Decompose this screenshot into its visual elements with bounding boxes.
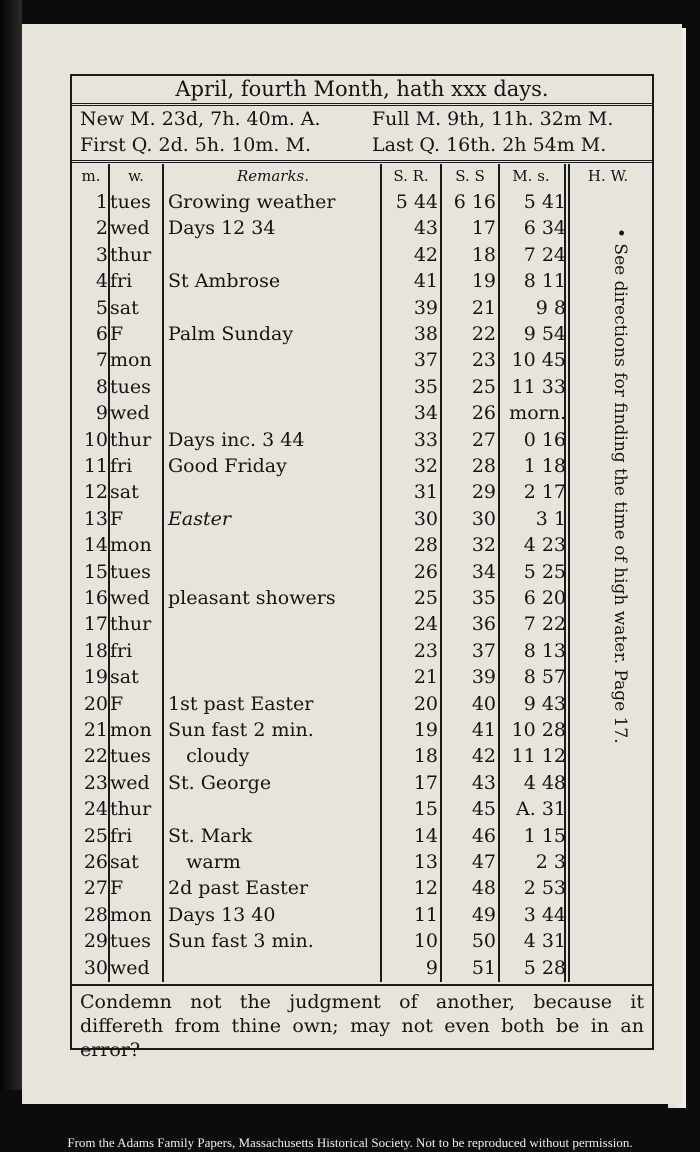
day-cell: 8 [95, 375, 108, 398]
sun-rises-cell: 34 [413, 402, 438, 425]
sun-sets-cell: 42 [471, 745, 496, 768]
weekday-cell: wed [110, 402, 150, 425]
weekday-cell: thur [110, 798, 152, 821]
weekday-cell: sat [110, 296, 139, 319]
weekday-cell: wed [110, 771, 150, 794]
header-day: m. [81, 167, 101, 185]
sun-sets-cell: 51 [471, 956, 496, 979]
table-row [72, 427, 652, 453]
table-row [72, 374, 652, 400]
remarks-cell: warm [168, 851, 241, 873]
moon-cell: 2 3 [535, 851, 566, 873]
sun-rises-cell: 41 [413, 270, 438, 293]
table-row [72, 796, 652, 822]
sun-rises-cell: 24 [413, 613, 438, 636]
sun-rises-cell: 31 [413, 481, 438, 504]
book-binding [0, 0, 22, 1090]
almanac-page [22, 24, 682, 1104]
sun-sets-cell: 28 [471, 455, 496, 477]
first-quarter: First Q. 2d. 5h. 10m. M. [80, 134, 311, 156]
high-water-note-text: • See directions for finding the time of high water. Page 17. [610, 228, 630, 744]
weekday-cell: fri [110, 639, 133, 662]
remarks-cell: St Ambrose [168, 270, 281, 293]
sun-sets-cell: 46 [471, 824, 496, 847]
phase-row-2 [80, 132, 644, 158]
moon-cell: 1 15 [523, 824, 566, 847]
moon-cell: 10 28 [511, 719, 566, 741]
weekday-cell: F [110, 323, 124, 345]
moon-cell: 4 48 [523, 771, 566, 794]
sun-rises-cell: 20 [413, 692, 438, 715]
sun-rises-cell: 39 [413, 296, 438, 319]
moon-cell: 10 45 [511, 349, 566, 372]
header-high-water: H. W. [587, 167, 629, 185]
day-cell: 5 [95, 296, 108, 319]
sun-sets-cell: 37 [471, 639, 496, 662]
day-cell: 9 [95, 402, 108, 425]
table-row [72, 955, 652, 981]
sun-sets-cell: 17 [471, 217, 496, 240]
moon-cell: 1 18 [523, 455, 566, 477]
remarks-cell: St. Mark [168, 824, 253, 847]
sun-sets-cell: 30 [471, 507, 496, 530]
table-row [72, 849, 652, 875]
weekday-cell: fri [110, 824, 133, 847]
header-moon: M. s. [512, 167, 550, 185]
sun-rises-cell: 38 [413, 323, 438, 345]
table-row [72, 928, 652, 954]
moon-cell: 5 28 [523, 956, 566, 979]
moon-cell: 11 33 [511, 375, 566, 398]
day-cell: 24 [83, 798, 108, 821]
sun-sets-cell: 48 [471, 877, 496, 900]
moon-cell: 5 41 [523, 191, 566, 213]
sun-rises-cell: 5 44 [395, 191, 438, 213]
day-cell: 2 [95, 217, 108, 240]
sun-sets-cell: 26 [471, 402, 496, 425]
sun-rises-cell: 17 [413, 771, 438, 794]
day-cell: 6 [95, 323, 108, 345]
header-sun-sets: S. S [455, 167, 485, 185]
sun-rises-cell: 11 [413, 903, 438, 926]
weekday-cell: sat [110, 666, 139, 689]
sun-rises-cell: 14 [413, 824, 438, 847]
remarks-cell: cloudy [168, 745, 250, 768]
day-cell: 12 [83, 481, 108, 504]
remarks-cell: Days 12 34 [168, 217, 276, 240]
sun-rises-cell: 12 [413, 877, 438, 900]
weekday-cell: mon [110, 719, 152, 741]
day-cell: 15 [83, 560, 108, 583]
remarks-cell: 2d past Easter [168, 877, 309, 900]
day-cell: 3 [95, 243, 108, 266]
table-row [72, 400, 652, 426]
table-row [72, 479, 652, 505]
weekday-cell: F [110, 692, 124, 715]
sun-sets-cell: 40 [471, 692, 496, 715]
moon-cell: 9 43 [523, 692, 566, 715]
sun-rises-cell: 25 [413, 587, 438, 609]
sun-sets-cell: 19 [471, 270, 496, 293]
full-moon: Full M. 9th, 11h. 32m M. [372, 108, 614, 130]
weekday-cell: thur [110, 243, 152, 266]
sun-sets-cell: 18 [471, 243, 496, 266]
table-row [72, 559, 652, 585]
weekday-cell: tues [110, 191, 151, 213]
sun-rises-cell: 43 [413, 217, 438, 240]
moon-cell: 7 22 [523, 613, 566, 636]
weekday-cell: tues [110, 930, 151, 953]
sun-rises-cell: 18 [413, 745, 438, 768]
new-moon: New M. 23d, 7h. 40m. A. [80, 108, 321, 130]
header-remarks: Remarks. [236, 167, 310, 185]
table-row [72, 611, 652, 637]
table-row [72, 902, 652, 928]
sun-rises-cell: 37 [413, 349, 438, 372]
day-cell: 22 [83, 745, 108, 768]
table-row [72, 347, 652, 373]
table-row [72, 295, 652, 321]
sun-rises-cell: 23 [413, 639, 438, 662]
table-row [72, 215, 652, 241]
weekday-cell: mon [110, 349, 152, 372]
weekday-cell: F [110, 877, 124, 900]
day-cell: 1 [95, 191, 108, 213]
weekday-cell: thur [110, 428, 152, 451]
sun-sets-cell: 35 [471, 587, 496, 609]
archive-credit: From the Adams Family Papers, Massachusetts Historical Society. Not to be reproduced without permission. [67, 1135, 633, 1150]
sun-sets-cell: 25 [471, 375, 496, 398]
table-row [72, 717, 652, 743]
moon-cell: 5 25 [523, 560, 566, 583]
weekday-cell: wed [110, 956, 150, 979]
weekday-cell: sat [110, 481, 139, 504]
moon-cell: 8 57 [523, 666, 566, 689]
sun-rises-cell: 13 [413, 851, 438, 873]
day-cell: 7 [95, 349, 108, 372]
moon-cell: 0 16 [523, 428, 566, 451]
day-cell: 27 [83, 877, 108, 900]
day-cell: 21 [83, 719, 108, 741]
day-cell: 18 [83, 639, 108, 662]
sun-sets-cell: 41 [471, 719, 496, 741]
moon-phases [72, 106, 652, 163]
last-quarter: Last Q. 16th. 2h 54m M. [372, 134, 607, 156]
weekday-cell: thur [110, 613, 152, 636]
moon-cell: 8 11 [523, 270, 566, 293]
weekday-cell: sat [110, 851, 139, 873]
header-sun-rises: S. R. [393, 167, 429, 185]
day-cell: 23 [83, 771, 108, 794]
sun-rises-cell: 42 [413, 243, 438, 266]
moon-cell: 9 54 [523, 323, 566, 345]
moon-cell: 6 20 [523, 587, 566, 609]
day-cell: 29 [83, 930, 108, 953]
sun-sets-cell: 43 [471, 771, 496, 794]
remarks-cell: Days inc. 3 44 [168, 428, 305, 451]
day-cell: 13 [83, 507, 108, 530]
weekday-cell: tues [110, 560, 151, 583]
table-row [72, 453, 652, 479]
weekday-cell: wed [110, 217, 150, 240]
moon-cell: 8 13 [523, 639, 566, 662]
table-row [72, 823, 652, 849]
day-cell: 28 [83, 903, 108, 926]
sun-sets-cell: 27 [471, 428, 496, 451]
table-row [72, 268, 652, 294]
weekday-cell: tues [110, 375, 151, 398]
sun-rises-cell: 9 [425, 956, 438, 979]
sun-sets-cell: 45 [471, 798, 496, 821]
table-row [72, 638, 652, 664]
remarks-cell: St. George [168, 771, 272, 794]
remarks-cell: Sun fast 2 min. [168, 719, 314, 741]
moon-cell: 11 12 [511, 745, 566, 768]
moon-cell: 4 31 [523, 930, 566, 953]
sun-sets-cell: 47 [471, 851, 496, 873]
moon-cell: 2 17 [523, 481, 566, 504]
sun-sets-cell: 29 [471, 481, 496, 504]
remarks-cell: Sun fast 3 min. [168, 930, 314, 953]
table-row [72, 532, 652, 558]
moon-cell: 9 8 [535, 296, 566, 319]
sun-rises-cell: 19 [413, 719, 438, 741]
table-row [72, 189, 652, 215]
table-row [72, 506, 652, 532]
table-row [72, 321, 652, 347]
sun-sets-cell: 21 [471, 296, 496, 319]
day-cell: 30 [83, 956, 108, 979]
moon-cell: 7 24 [523, 243, 566, 266]
sun-rises-cell: 28 [413, 534, 438, 557]
moon-cell: morn. [509, 402, 566, 425]
calendar-frame [70, 74, 654, 1061]
remarks-cell: pleasant showers [168, 587, 336, 609]
remarks-cell: Palm Sunday [168, 323, 294, 345]
table-row [72, 875, 652, 901]
sun-sets-cell: 39 [471, 666, 496, 689]
motto: Condemn not the judgment of another, because it differeth from thine own; may not even both be in an error? [72, 984, 652, 1048]
remarks-cell: Good Friday [168, 455, 287, 477]
table-row [72, 691, 652, 717]
day-cell: 11 [83, 455, 108, 477]
weekday-cell: fri [110, 270, 133, 293]
day-cell: 26 [83, 851, 108, 873]
sun-rises-cell: 30 [413, 507, 438, 530]
moon-cell: 2 53 [523, 877, 566, 900]
sun-sets-cell: 50 [471, 930, 496, 953]
sun-sets-cell: 6 16 [453, 191, 496, 213]
moon-cell: 4 23 [523, 534, 566, 557]
day-cell: 19 [83, 666, 108, 689]
day-cell: 17 [83, 613, 108, 636]
sun-rises-cell: 21 [413, 666, 438, 689]
table-row [72, 743, 652, 769]
moon-cell: 3 1 [535, 507, 566, 530]
day-cell: 20 [83, 692, 108, 715]
weekday-cell: tues [110, 745, 151, 768]
table-row [72, 770, 652, 796]
weekday-cell: F [110, 507, 124, 530]
month-title: April, fourth Month, hath xxx days. [72, 76, 652, 106]
day-cell: 16 [83, 587, 108, 609]
sun-sets-cell: 32 [471, 534, 496, 557]
sun-sets-cell: 49 [471, 903, 496, 926]
weekday-cell: wed [110, 587, 150, 609]
sun-rises-cell: 33 [413, 428, 438, 451]
sun-rises-cell: 32 [413, 455, 438, 477]
remarks-cell: Days 13 40 [168, 903, 276, 926]
remarks-cell: Growing weather [168, 191, 336, 213]
moon-cell: 3 44 [523, 903, 566, 926]
moon-cell: 6 34 [523, 217, 566, 240]
day-cell: 14 [83, 534, 108, 557]
sun-sets-cell: 36 [471, 613, 496, 636]
sun-rises-cell: 10 [413, 930, 438, 953]
remarks-cell: 1st past Easter [168, 692, 314, 715]
sun-rises-cell: 26 [413, 560, 438, 583]
sun-sets-cell: 23 [471, 349, 496, 372]
day-cell: 10 [83, 428, 108, 451]
sun-rises-cell: 15 [413, 798, 438, 821]
table-row [72, 664, 652, 690]
day-cell: 4 [95, 270, 108, 293]
day-cell: 25 [83, 824, 108, 847]
sun-rises-cell: 35 [413, 375, 438, 398]
weekday-cell: mon [110, 534, 152, 557]
table-row [72, 242, 652, 268]
remarks-cell: Easter [168, 507, 231, 530]
sun-sets-cell: 22 [471, 323, 496, 345]
phase-row-1 [80, 106, 644, 132]
sun-sets-cell: 34 [471, 560, 496, 583]
high-water-note [606, 228, 634, 980]
table-row [72, 585, 652, 611]
header-weekday: w. [128, 167, 144, 185]
moon-cell: A. 31 [516, 798, 566, 821]
weekday-cell: fri [110, 455, 133, 477]
weekday-cell: mon [110, 903, 152, 926]
